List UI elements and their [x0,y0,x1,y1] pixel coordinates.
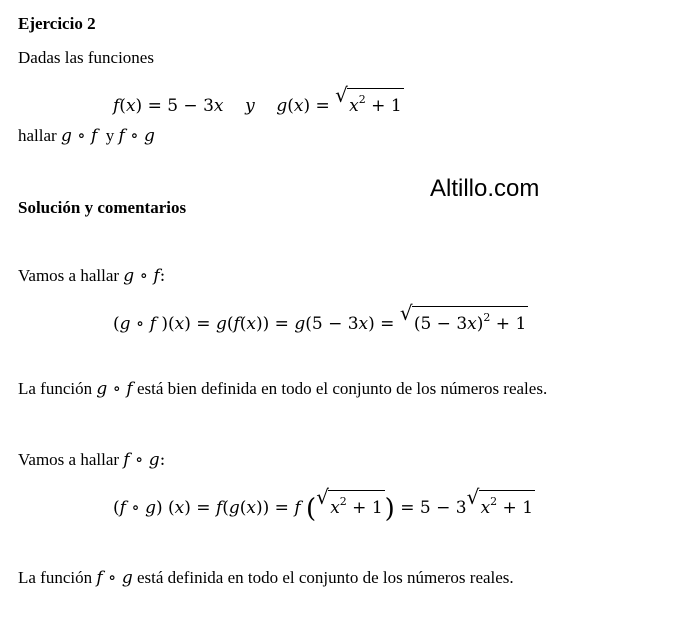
step2-text: Vamos a hallar [18,450,120,469]
task-line: hallar g ∘ f y f ∘ g [18,126,155,146]
step2-conclusion: La función f ∘ g está definida en todo el conjunto de los números reales. [18,568,514,588]
task-text: hallar [18,126,57,145]
step1-conclusion: La función g ∘ f está bien definida en todo el conjunto de los números reales. [18,379,548,399]
solution-heading: Solución y comentarios [18,198,187,217]
step2-conclusion-before: La función [18,568,93,587]
step1-equation: (g ∘ f )(x) = g(f(x)) = g(5 − 3x) = √ $(5 - 3x)^2 + 1$ [113,301,527,334]
watermark: Altillo.com [430,175,540,202]
step1-text: Vamos a hallar [18,266,120,285]
sqrt-symbol: √ $x^2 + 1$ [466,485,534,518]
step2-intro: Vamos a hallar f ∘ g: [18,450,166,470]
function-definitions: f(x) = 5 − 3x y g(x) = √ $x^2 + 1$ [113,83,402,116]
step2-conclusion-after: está definida en todo el conjunto de los números reales. [136,568,514,587]
task-and: y [105,126,115,145]
exercise-title: Ejercicio 2 [18,14,96,33]
step1-intro: Vamos a hallar g ∘ f: [18,266,166,286]
step1-conclusion-after: está bien definida en todo el conjunto de los números reales. [136,379,548,398]
sqrt-symbol: √ $x^2 + 1$ [316,485,383,518]
step1-conclusion-before: La función [18,379,93,398]
sqrt-symbol: √ $x^2 + 1$ [335,83,402,116]
step2-equation: (f ∘ g) (x) = f(g(x)) = f ( √ $x^2 + 1) = 5 - 3$ √ $x^2 + 1$ [113,485,534,524]
sqrt-symbol: √ $(5 - 3x)^2 + 1$ [399,301,527,334]
intro-conjunction: y [245,96,255,116]
intro-text: Dadas las funciones [18,48,154,67]
